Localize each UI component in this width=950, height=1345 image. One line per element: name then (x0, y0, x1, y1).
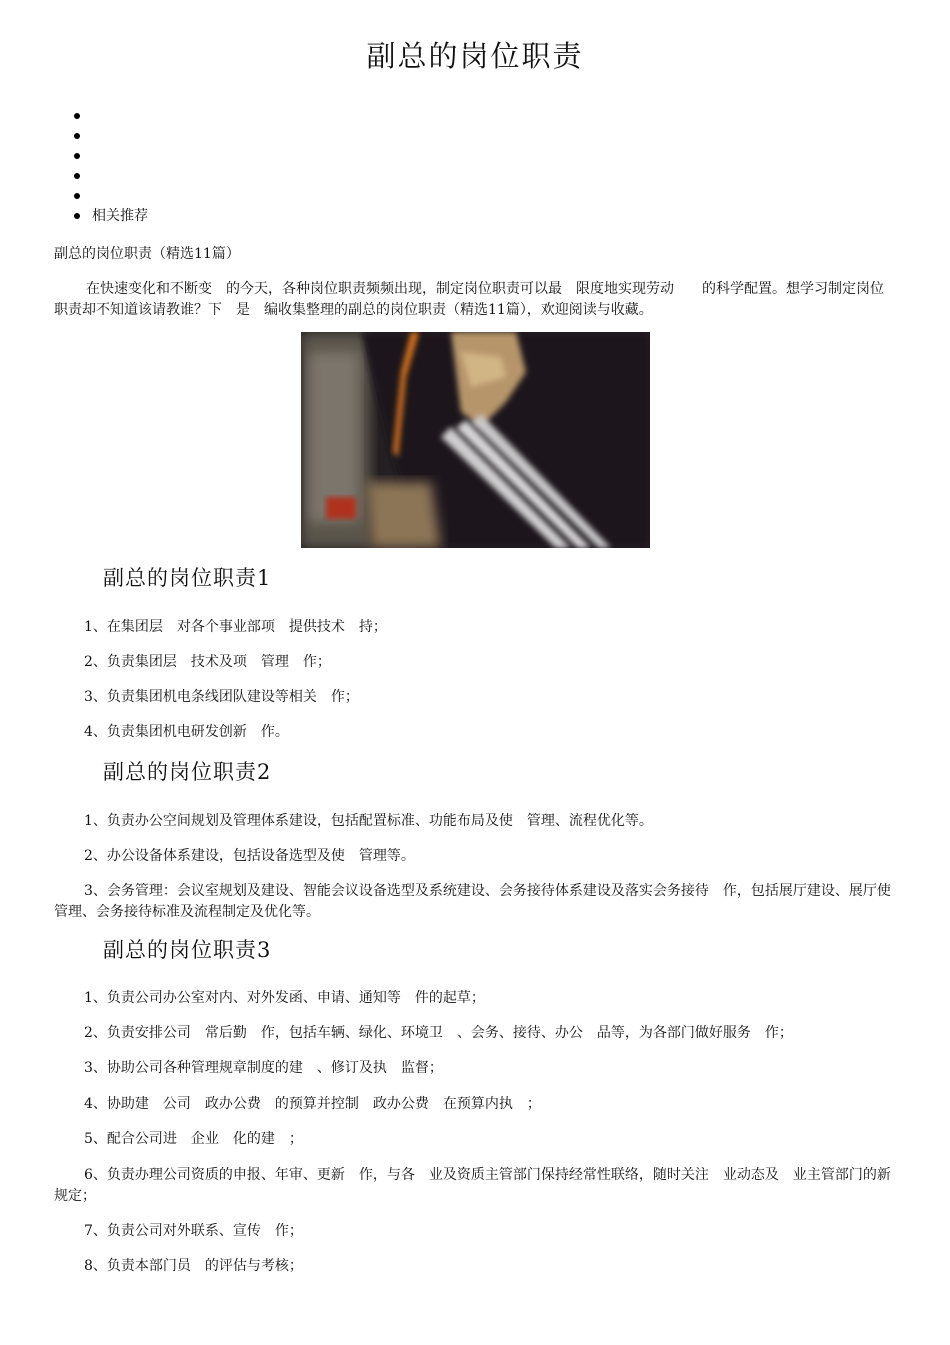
duty-item: 4、协助建 公司 政办公费 的预算并控制 政办公费 在预算内执 ； (84, 1096, 541, 1112)
document-title: 副总的岗位职责 (366, 39, 584, 73)
illustration-photo (301, 332, 650, 548)
section-heading: 副总的岗位职责1 (103, 566, 272, 590)
duty-item: 3、会务管理：会议室规划及建设、智能会议设备选型及系统建设、会务接待体系建设及落实会务接待 作，包括展厅建设、展厅使 管理、会务接待标准及流程制定及优化等。 (54, 883, 905, 920)
duty-item: 1、负责办公空间规划及管理体系建设，包括配置标准、功能布局及使 管理、流程优化等。 (84, 813, 653, 829)
duty-item: 6、负责办理公司资质的申报、年审、更新 作，与各 业及资质主管部门保持经常性联络，随时关注 业动态及 业主管部门的新规定； (54, 1167, 891, 1204)
duty-item: 2、负责集团层 技术及项 管理 作； (84, 654, 331, 670)
duty-item: 3、负责集团机电条线团队建设等相关 作； (84, 689, 359, 705)
document-subtitle: 副总的岗位职责（精选11篇） (54, 246, 240, 262)
photo-image (301, 332, 650, 548)
duty-item: 7、负责公司对外联系、宣传 作； (84, 1223, 303, 1239)
toc-item-related[interactable]: 相关推荐 (74, 206, 148, 226)
toc-item[interactable] (74, 166, 148, 186)
toc-item[interactable] (74, 106, 148, 126)
toc-item[interactable] (74, 146, 148, 166)
duty-item: 3、协助公司各种管理规章制度的建 、修订及执 监督； (84, 1060, 443, 1076)
table-of-contents (74, 106, 148, 226)
duty-item: 5、配合公司进 企业 化的建 ； (84, 1131, 303, 1147)
toc-item[interactable] (74, 126, 148, 146)
toc-item[interactable] (74, 186, 148, 206)
duty-item: 8、负责本部门员 的评估与考核； (84, 1258, 303, 1274)
duty-item: 2、负责安排公司 常后勤 作，包括车辆、绿化、环境卫 、会务、接待、办公 品等，为各部门做好服务 作； (84, 1025, 793, 1041)
section-heading: 副总的岗位职责2 (103, 760, 272, 784)
intro-paragraph: 在快速变化和不断变 的今天，各种岗位职责频频出现，制定岗位职责可以最 限度地实现劳动 的科学配置。想学习制定岗位职责却不知道该请教谁？下 是 编收集整理的副总的岗位职责（精选11篇），欢迎阅读与收藏。 (54, 281, 884, 318)
duty-item: 4、负责集团机电研发创新 作。 (84, 724, 289, 740)
duty-item: 2、办公设备体系建设，包括设备选型及使 管理等。 (84, 848, 415, 864)
section-heading: 副总的岗位职责3 (103, 938, 272, 962)
duty-item: 1、负责公司办公室对内、对外发函、申请、通知等 件的起草； (84, 990, 485, 1006)
duty-item: 1、在集团层 对各个事业部项 提供技术 持； (84, 619, 387, 635)
